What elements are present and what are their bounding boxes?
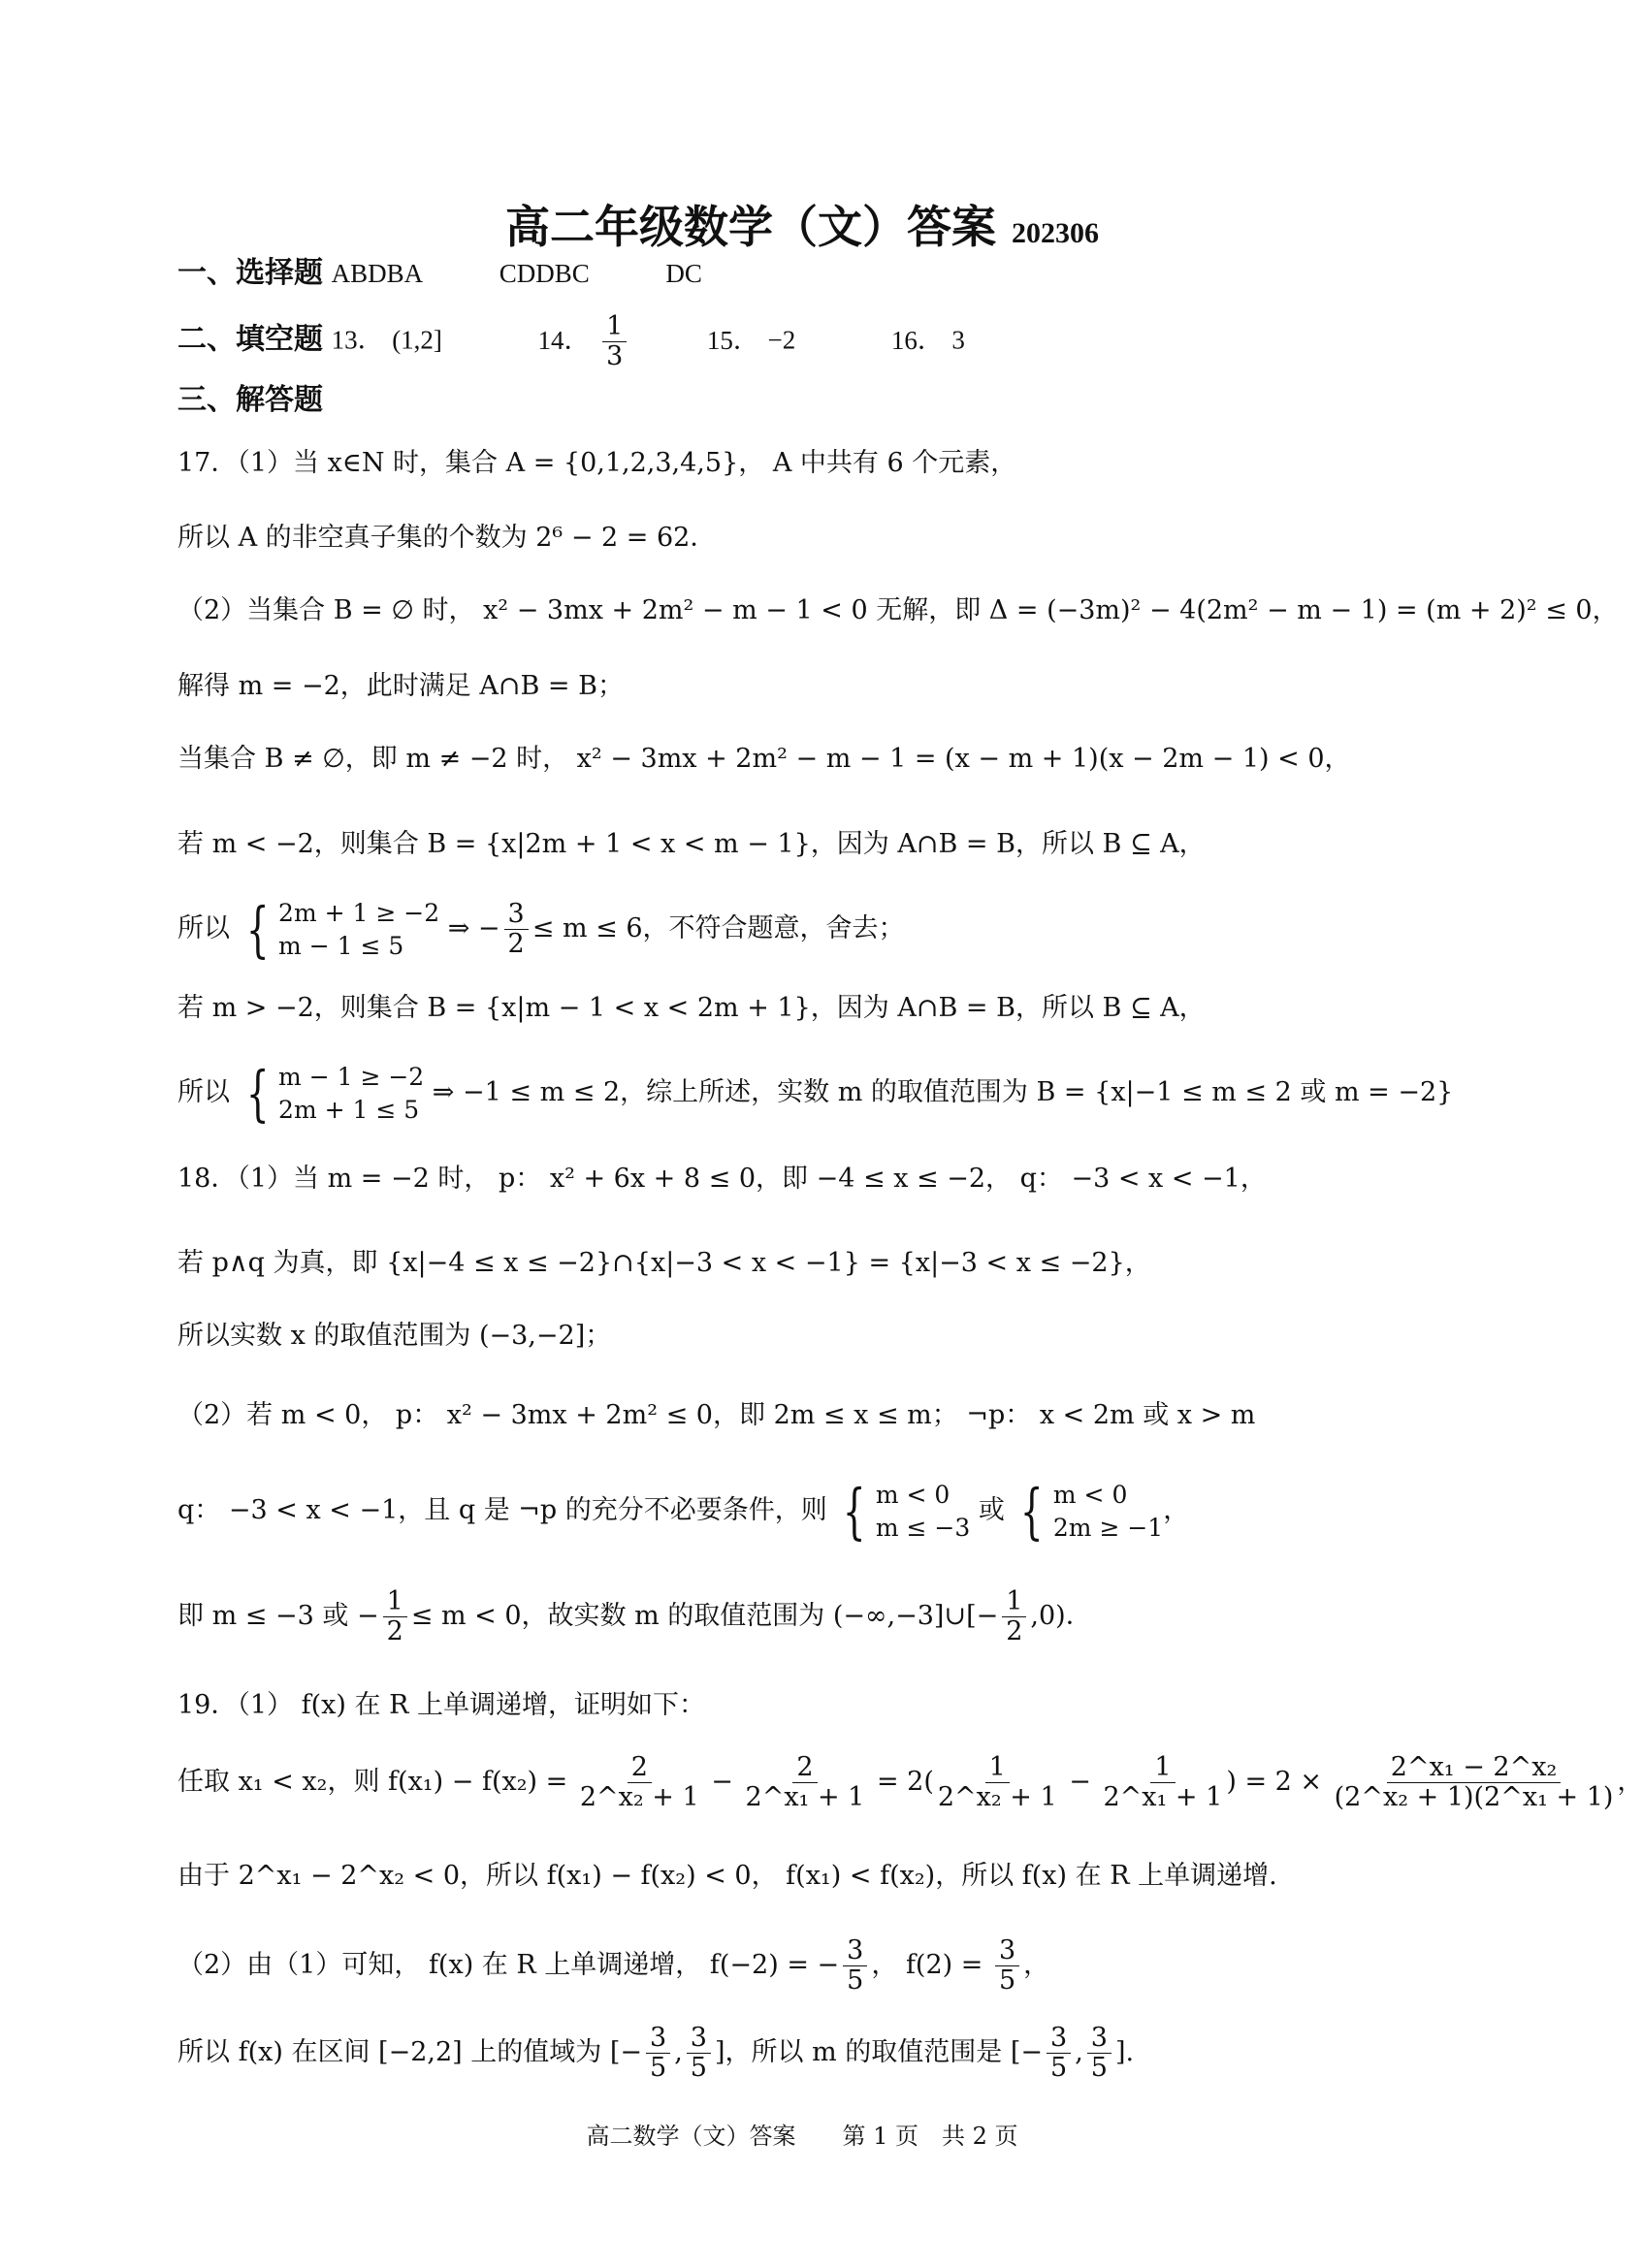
solution-line: q： −3 < x < −1，且 q 是 ¬p 的充分不必要条件，则 { m < 0 m ≤ −3 或 { m < 0 2m ≥ −1 ， [177, 1475, 1190, 1547]
q16-number: 16． [890, 325, 944, 355]
solution-line: 若 m < −2，则集合 B = {x|2m + 1 < x < m − 1}，因为 A∩B = B，所以 B ⊆ A， [177, 829, 1206, 859]
solution-line: 所以 f(x) 在区间 [−2,2] 上的值域为 [− $\frac{3}{5}$ , $\frac{3}{5}$ ]，所以 m 的取值范围是 [− $\frac{3}{5}$ , $\frac{3}{5}$ ]. [177, 2023, 1135, 2083]
title-code: 202306 [1012, 217, 1099, 249]
fraction: $\frac{3}{2}$ [504, 900, 529, 958]
solution-line: （2）若 m < 0， p： x² − 3mx + 2m² ≤ 0，即 2m ≤ x ≤ m； ¬p： x < 2m 或 x > m [177, 1400, 1256, 1430]
section-choice [177, 254, 702, 294]
fraction: $\frac{2}{\text{2\textasciicircum{}x₁ + 1}}$ [745, 1752, 865, 1812]
choice-heading: 一、选择题 [177, 256, 323, 290]
fraction: $\frac{\text{2\textasciicircum{}x₁ − 2\textasciicircum{}x₂}}{\text{(2\textasciicircum{}x₂ + 1)(2\textasciicircum{}x₁ + 1)}}$ [1334, 1752, 1614, 1812]
q13-answer: (1,2] [392, 325, 442, 355]
choice-answers-1: ABDBA [331, 259, 424, 288]
equation-system: { m < 0 2m ≥ −1 [1020, 1475, 1164, 1547]
solution-line: 19．（1） f(x) 在 R 上单调递增，证明如下： [177, 1690, 705, 1720]
solution-line: （2）当集合 B = ∅ 时， x² − 3mx + 2m² − m − 1 < 0 无解，即 Δ = (−3m)² − 4(2m² − m − 1) = (m + 2)² ≤ 0， [177, 595, 1619, 625]
solution-line: 由于 2^x₁ − 2^x₂ < 0，所以 f(x₁) − f(x₂) < 0， f(x₁) < f(x₂)，所以 f(x) 在 R 上单调递增. [177, 1861, 1277, 1891]
solution-line: 所以 { m − 1 ≥ −2 2m + 1 ≤ 5 ⇒ −1 ≤ m ≤ 2，综上所述，实数 m 的取值范围为 B = {x|−1 ≤ m ≤ 2 或 m = −2} [177, 1057, 1454, 1129]
solution-line: 所以 A 的非空真子集的个数为 2⁶ − 2 = 62． [177, 523, 717, 553]
solution-line: 解得 m = −2，此时满足 A∩B = B； [177, 671, 624, 701]
fraction: $\frac{2}{\text{2\textasciicircum{}x₂ + 1}}$ [579, 1752, 699, 1812]
solution-line: 所以 { 2m + 1 ≥ −2 m − 1 ≤ 5 ⇒ − $\frac{3}{2}$ ≤ m ≤ 6，不符合题意，舍去； [177, 893, 905, 965]
q14-answer: $\frac{1}{3}$ [602, 312, 627, 370]
solution-line: 若 m > −2，则集合 B = {x|m − 1 < x < 2m + 1}，因为 A∩B = B，所以 B ⊆ A， [177, 993, 1206, 1023]
fill-heading: 二、填空题 [177, 322, 323, 357]
fraction: $\frac{1}{\text{2\textasciicircum{}x₁ + 1}}$ [1103, 1752, 1223, 1812]
solution-line: 任取 x₁ < x₂，则 f(x₁) − f(x₂) = $\frac{2}{\text{2\textasciicircum{}x₂ + 1}}$ − $\frac{2}{\text{2\textasciicircum{}x₁ + 1}}$ = 2( $\frac{1}{\text{2\textasciicircum{}x₂ + 1}}$ − $\frac{1}{\text{2\textasciicircum{}x₁ + 1}}$ ) = 2 × $\frac{\text{2\textasciicircum{}x₁ − 2\textasciicircum{}x₂}}{\text{(2\textasciicircum{}x₂ + 1)(2\textasciicircum{}x₁ + 1)}}$ ， [177, 1752, 1643, 1812]
fraction: $\frac{3}{5}$ [687, 2024, 711, 2082]
fraction: $\frac{1}{2}$ [1002, 1587, 1026, 1645]
page-footer: 高二数学（文）答案 第 1 页 共 2 页 [586, 2123, 1018, 2150]
fraction: $\frac{3}{5}$ [646, 2024, 670, 2082]
title-text: 高二年级数学（文）答案 [504, 201, 996, 253]
page-title [0, 192, 1604, 256]
equation-system: { m < 0 m ≤ −3 [843, 1475, 971, 1547]
q16-answer: 3 [951, 325, 965, 355]
section-solutions-heading: 三、解答题 [177, 383, 323, 417]
fraction: $\frac{3}{5}$ [1047, 2024, 1071, 2082]
choice-answers-3: DC [665, 259, 702, 288]
choice-answers-2: CDDBC [499, 259, 590, 288]
section-fill [177, 312, 965, 370]
solution-line: 若 p∧q 为真，即 {x|−4 ≤ x ≤ −2}∩{x|−3 < x < −1} = {x|−3 < x ≤ −2}， [177, 1248, 1151, 1278]
solution-line: 所以实数 x 的取值范围为 (−3,−2]； [177, 1321, 612, 1351]
equation-system: { m − 1 ≥ −2 2m + 1 ≤ 5 [245, 1057, 425, 1129]
solution-line: （2）由（1）可知， f(x) 在 R 上单调递增， f(−2) = − $\frac{3}{5}$ ， f(2) = $\frac{3}{5}$ ， [177, 1935, 1050, 1996]
fraction: $\frac{1}{\text{2\textasciicircum{}x₂ + 1}}$ [937, 1752, 1057, 1812]
fraction: $\frac{3}{5}$ [1087, 2024, 1111, 2082]
q15-answer: −2 [767, 325, 796, 355]
fraction: $\frac{1}{2}$ [383, 1587, 407, 1645]
equation-system: { 2m + 1 ≥ −2 m − 1 ≤ 5 [245, 893, 440, 965]
q13-number: 13． [331, 325, 384, 355]
solution-line: 当集合 B ≠ ∅，即 m ≠ −2 时， x² − 3mx + 2m² − m − 1 = (x − m + 1)(x − 2m − 1) < 0， [177, 744, 1351, 774]
fraction: $\frac{3}{5}$ [995, 1936, 1019, 1995]
solution-line: 17．（1）当 x∈N 时，集合 A = {0,1,2,3,4,5}， A 中共有 6 个元素， [177, 448, 1017, 478]
solution-line: 18．（1）当 m = −2 时， p： x² + 6x + 8 ≤ 0，即 −4 ≤ x ≤ −2， q： −3 < x < −1， [177, 1164, 1267, 1194]
q15-number: 15． [706, 325, 759, 355]
q14-number: 14． [537, 325, 591, 355]
fraction: $\frac{3}{5}$ [843, 1936, 867, 1995]
solution-line: 即 m ≤ −3 或 − $\frac{1}{2}$ ≤ m < 0，故实数 m 的取值范围为 (−∞,−3]∪[− $\frac{1}{2}$ ,0)． [177, 1586, 1092, 1646]
